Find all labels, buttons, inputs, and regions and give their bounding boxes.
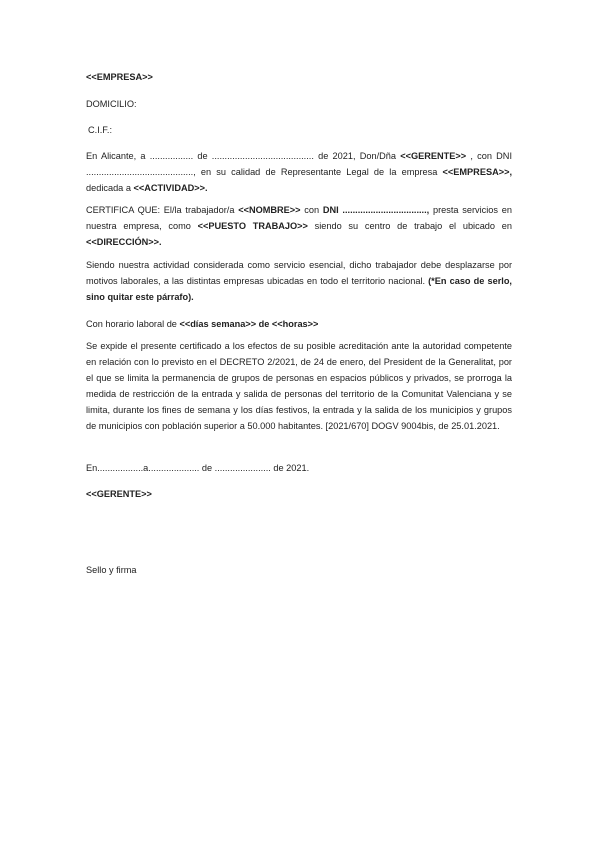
sello-y-firma: Sello y firma <box>86 565 137 575</box>
paragraph-certifica: CERTIFICA QUE: El/la trabajador/a <<NOMBRE>> con DNI ................................., presta servicios en nuestra empresa, como <<PUESTO TRABAJO>> siendo su centro de trabajo el ubicado en <<DIRECCIÓN>>. <box>86 205 512 247</box>
paragraph-servicio-esencial: Siendo nuestra actividad considerada como servicio esencial, dicho trabajador debe desplazarse por motivos laborales, a las distintas empresas ubicadas en todo el territorio nacional. (*En caso de serlo, sino quitar este párrafo). <box>86 260 512 302</box>
lugar-fecha-line: En..................a.................... de ...................... de 2021. <box>86 463 310 473</box>
paragraph-decreto: Se expide el presente certificado a los efectos de su posible acreditación ante la autoridad competente en relación con lo previsto en el DECRETO 2/2021, de 24 de enero, del President de la Generalitat, por el que se limita la permanencia de grupos de personas en espacios públicos y privados, se prorroga la medida de restricción de la entrada y salida de personas del territorio de la Comunitat Valenciana y se limita, durante los fines de semana y los días festivos, la entrada y la salida de los municipios y grupos de municipios con población superior a 50.000 habitantes. [2021/670] DOGV 9004bis, de 25.01.2021. <box>86 341 512 431</box>
footer-gerente: <<GERENTE>> <box>86 489 152 499</box>
domicilio-label: DOMICILIO: <box>86 99 137 109</box>
paragraph-intro: En Alicante, a ................. de ........................................ de 2021, Don/Dña <<GERENTE>> , con DNI .........................................., en su calidad de Representante Legal de la empresa <<EMPRESA>>, dedicada a <<ACTIVIDAD>>. <box>86 151 512 193</box>
paragraph-horario: Con horario laboral de <<días semana>> de <<horas>> <box>86 319 319 329</box>
cif-label: C.I.F.: <box>88 125 112 135</box>
header-empresa: <<EMPRESA>> <box>86 72 153 82</box>
